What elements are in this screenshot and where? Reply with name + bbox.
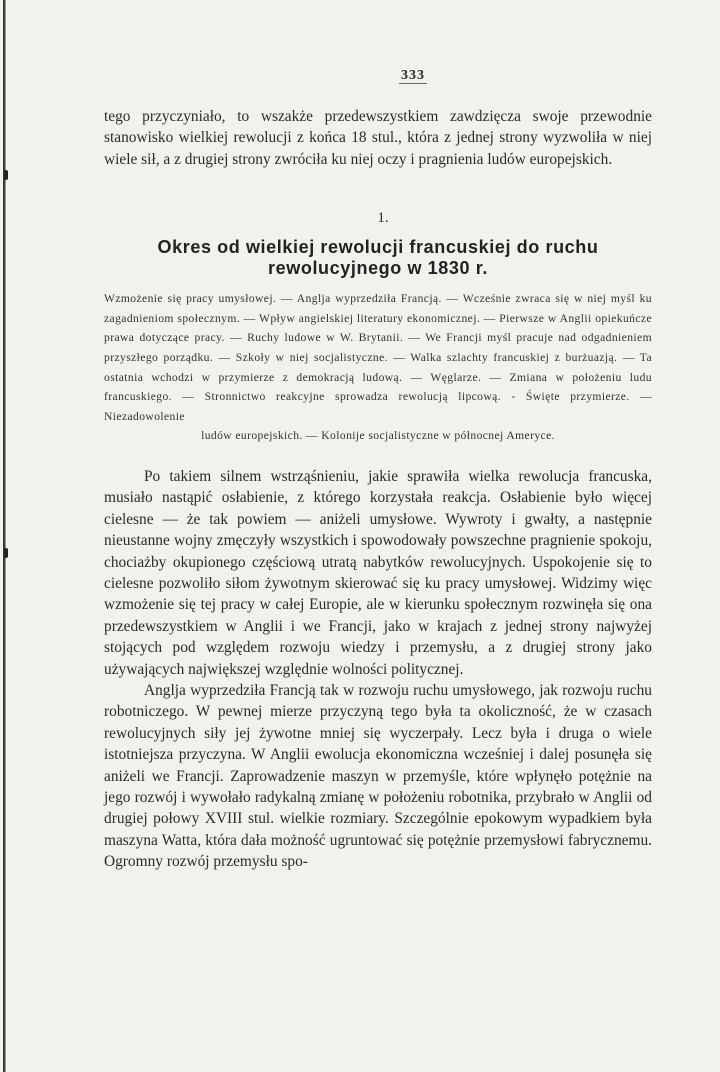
- binding-mark: [4, 548, 8, 558]
- page-content: [104, 68, 652, 873]
- summary-last-line: ludów europejskich. — Kolonije socjalistyczne w północnej Ameryce.: [201, 429, 555, 443]
- page-number: 333: [401, 68, 425, 83]
- body-paragraph: Po takiem silnem wstrząśnieniu, jakie sprawiła wielka rewolucja francuska, musiało nastąpić osłabienie, z którego korzystała reakcja. Osłabienie było więcej cielesne — że tak powiem — aniżeli umysłowe. Wywroty i gwałty, a następnie nieustanne wojny zmęczyły wszystkich i spowodowały powszechne pragnienie spokoju, chociażby okupionego częściową utratą nabytków rewolucyjnych. Uspokojenie się to cielesne pozwoliło siłom żywotnym skierować się ku pracy umysłowej. Widzimy więc wzmożenie się tej pracy w całej Europie, ale w kierunku społecznym rozwinęła się ona przedewszystkiem w Anglii i we Francji, jako w krajach z jednej strony najwyżej stojących pod względem rozwoju wiedzy i przemysłu, a z drugiej strony jako używających największej względnie wolności politycznej.: [104, 467, 652, 678]
- summary-text: Wzmożenie się pracy umysłowej. — Anglja wyprzedziła Francją. — Wcześnie zwraca się w niej myśl ku zagadnieniom społecznym. — Wpływ angielskiej literatury ekonomicznej. — Pierwsze w Anglii opiekuńcze prawa dotyczące pracy. — Ruchy ludowe w W. Brytanii. — We Francji myśl pracuje nad odgadnieniem przyszłego porządku. — Szkoły w niej socjalistyczne. — Walka szlachty francuskiej z burżuazją. — Ta ostatnia wchodzi w przymierze z demokracją ludową. — Węglarze. — Zmiana w położeniu ludu francuskiego. — Stronnictwo reakcyjne sprowadza rewolucją lipcową. - Święte przymierze. — Niezadowolenie: [104, 292, 652, 423]
- section-number: 1.: [377, 210, 389, 227]
- binding-mark: [4, 170, 8, 180]
- chapter-summary: [104, 289, 652, 446]
- chapter-title: Okres od wielkiej rewolucji francuskiej do ruchu rewolucyjnego w 1830 r.: [157, 237, 599, 279]
- intro-paragraph: tego przyczyniało, to wszakże przedewszystkiem zawdzięcza swoje przewodnie stanowisko wielkiej rewolucji z końca 18 stul., która z jednej strony wyzwoliła w niej wiele sił, a z drugiej strony zwróciła ku niej oczy i pragnienia ludów europejskich.: [104, 108, 652, 168]
- body-paragraph: Anglja wyprzedziła Francją tak w rozwoju ruchu umysłowego, jak rozwoju ruchu robotniczego. W pewnej mierze przyczyną tego była ta okoliczność, że w czasach rewolucyjnych siły jej żywotne mniej się wyczerpały. Lecz była i druga o wiele istotniejsza przyczyna. W Anglii ewolucja ekonomiczna wcześniej i dalej posunęła się aniżeli we Francji. Zaprowadzenie maszyn w przemyśle, które wpłynęło potężnie na jego rozwój i wywołało radykalną zmianę w położeniu robotnika, przybrało w Anglii od drugiej połowy XVIII stul. wielkie rozmiary. Szczególnie epokowym wypadkiem była maszyna Watta, która dała możność ugruntować się potężnie przemysłowi fabrycznemu. Ogromny rozwój przemysłu spo-: [104, 682, 652, 871]
- body-text: [104, 466, 652, 873]
- page-binding-edge: [3, 0, 5, 1072]
